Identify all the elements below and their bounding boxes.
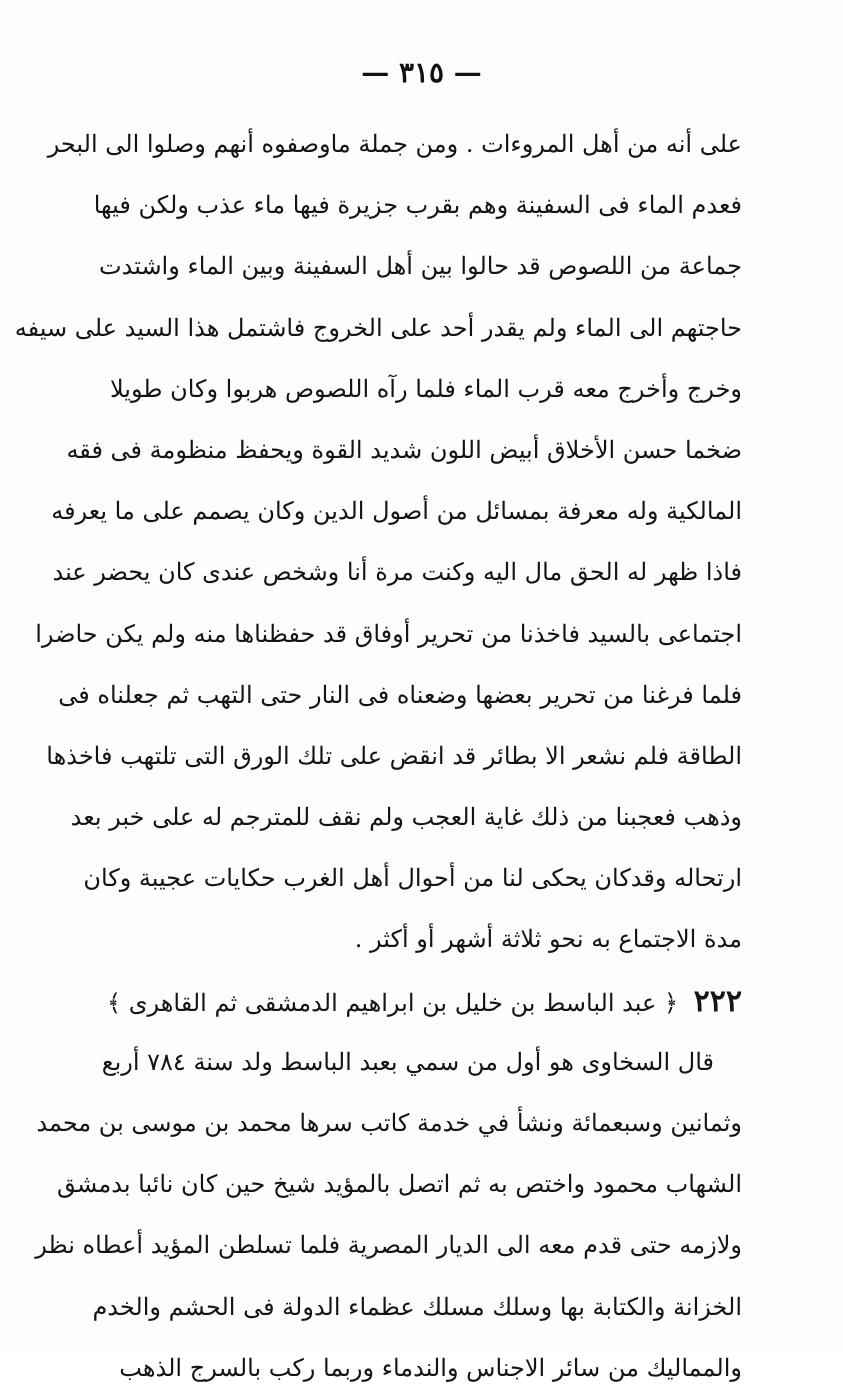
text-line: وخرج وأخرج معه قرب الماء فلما رآه اللصوص هربوا وكان طويلا: [109, 374, 742, 403]
paragraph-1: [14, 114, 742, 971]
text-line: على أنه من أهل المروءات . ومن جملة ماوصفوه أنهم وصلوا الى البحر: [47, 130, 742, 158]
page-text: [14, 114, 742, 1399]
entry-title: ﴿ عبد الباسط بن خليل بن ابراهيم الدمشقى ثم القاهرى ﴾: [107, 988, 679, 1017]
text-line: حاجتهم الى الماء ولم يقدر أحد على الخروج فاشتمل هذا السيد على سيفه: [14, 313, 742, 342]
text-line: مدة الاجتماع به نحو ثلاثة أشهر أو أكثر .: [354, 925, 742, 954]
text-line: ارتحاله وقدكان يحكى لنا من أحوال أهل الغرب حكايات عجيبة وكان: [83, 864, 742, 893]
text-line: ولازمه حتى قدم معه الى الديار المصرية فلما تسلطن المؤيد أعطاه نظر: [35, 1231, 742, 1260]
text-line: اجتماعى بالسيد فاخذنا من تحرير أوفاق قد حفظناها منه ولم يكن حاضرا: [35, 619, 742, 648]
text-line: الطاقة فلم نشعر الا بطائر قد انقض على تلك الورق التى تلتهب فاخذها: [46, 741, 742, 770]
page-number: — ٣١٥ —: [361, 56, 482, 89]
text-line: الشهاب محمود واختص به ثم اتصل بالمؤيد شيخ حين كان نائبا بدمشق: [56, 1170, 742, 1199]
text-line: المالكية وله معرفة بمسائل من أصول الدين وكان يصمم على ما يعرفه: [51, 497, 742, 526]
text-line: فلما فرغنا من تحرير بعضها وضعناه فى النار حتى التهب ثم جعلناه فى: [58, 680, 742, 709]
text-line: وذهب فعجبنا من ذلك غاية العجب ولم نقف للمترجم له على خبر بعد: [70, 803, 742, 832]
entry-number: ٢٢٢: [693, 983, 742, 1019]
text-line: قال السخاوى هو أول من سمي بعبد الباسط ولد سنة ٧٨٤ أربع: [101, 1047, 714, 1076]
text-line: فاذا ظهر له الحق مال اليه وكنت مرة أنا وشخص عندى كان يحضر عند: [52, 558, 742, 587]
text-line: جماعة من اللصوص قد حالوا بين أهل السفينة وبين الماء واشتدت: [99, 252, 742, 281]
text-line: ضخما حسن الأخلاق أبيض اللون شديد القوة ويحفظ منظومة فى فقه: [66, 435, 742, 464]
text-line: والمماليك من سائر الاجناس والندماء وربما ركب بالسرج الذهب: [119, 1353, 742, 1382]
entry-body: [35, 1032, 742, 1399]
text-line: وثمانين وسبعمائة ونشأ في خدمة كاتب سرها محمد بن موسى بن محمد: [36, 1109, 742, 1137]
text-line: الخزانة والكتابة بها وسلك مسلك عظماء الدولة فى الحشم والخدم: [92, 1292, 742, 1321]
text-line: فعدم الماء فى السفينة وهم بقرب جزيرة فيها ماء عذب ولكن فيها: [93, 191, 742, 220]
entry-heading: [107, 971, 742, 1032]
